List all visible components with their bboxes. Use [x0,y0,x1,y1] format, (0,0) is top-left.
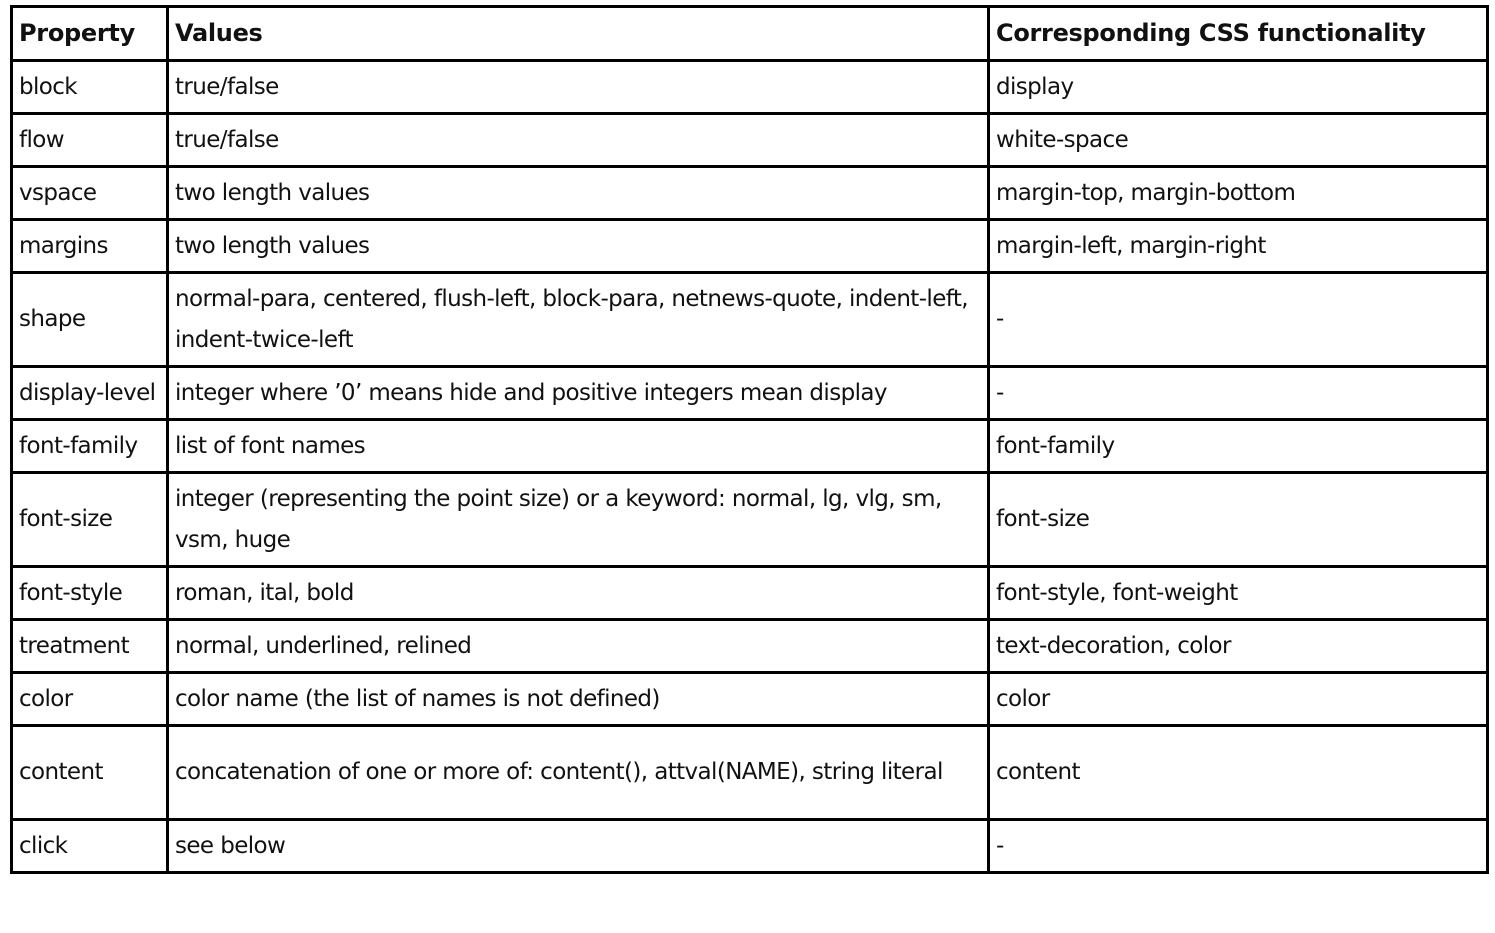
values-cell: true/false [168,114,989,167]
values-cell: integer where ’0’ means hide and positive integers mean display [168,367,989,420]
table-row [12,820,1488,873]
values-cell: integer (representing the point size) or a keyword: normal, lg, vlg, sm, vsm, huge [168,473,989,567]
css-cell: - [989,820,1488,873]
property-table [10,5,1489,874]
css-cell: text-decoration, color [989,620,1488,673]
css-cell: color [989,673,1488,726]
table-row [12,673,1488,726]
css-cell: - [989,273,1488,367]
table-row [12,220,1488,273]
table-row [12,420,1488,473]
header-property: Property [12,7,168,61]
header-css-functionality: Corresponding CSS functionality [989,7,1488,61]
values-cell: true/false [168,61,989,114]
property-cell: treatment [12,620,168,673]
property-cell: block [12,61,168,114]
table-row [12,620,1488,673]
css-cell: content [989,726,1488,820]
css-cell: display [989,61,1488,114]
property-cell: font-style [12,567,168,620]
property-cell: click [12,820,168,873]
property-cell: display-level [12,367,168,420]
css-cell: margin-left, margin-right [989,220,1488,273]
values-cell: two length values [168,167,989,220]
property-cell: vspace [12,167,168,220]
table-row [12,167,1488,220]
css-cell: font-family [989,420,1488,473]
property-cell: margins [12,220,168,273]
values-cell: color name (the list of names is not defined) [168,673,989,726]
property-cell: color [12,673,168,726]
css-cell: - [989,367,1488,420]
table-row [12,726,1488,820]
table-row [12,473,1488,567]
values-cell: normal, underlined, relined [168,620,989,673]
table-row [12,61,1488,114]
header-row [12,7,1488,61]
values-cell: concatenation of one or more of: content(), attval(NAME), string literal [168,726,989,820]
table-row [12,114,1488,167]
property-cell: flow [12,114,168,167]
values-cell: list of font names [168,420,989,473]
css-cell: font-style, font-weight [989,567,1488,620]
css-cell: margin-top, margin-bottom [989,167,1488,220]
table-row [12,273,1488,367]
property-cell: content [12,726,168,820]
css-cell: white-space [989,114,1488,167]
table-row [12,367,1488,420]
property-cell: shape [12,273,168,367]
document-page [10,5,1489,874]
values-cell: see below [168,820,989,873]
values-cell: normal-para, centered, flush-left, block-para, netnews-quote, indent-left, indent-twice-left [168,273,989,367]
property-cell: font-family [12,420,168,473]
header-values: Values [168,7,989,61]
property-cell: font-size [12,473,168,567]
table-row [12,567,1488,620]
css-cell: font-size [989,473,1488,567]
values-cell: two length values [168,220,989,273]
values-cell: roman, ital, bold [168,567,989,620]
